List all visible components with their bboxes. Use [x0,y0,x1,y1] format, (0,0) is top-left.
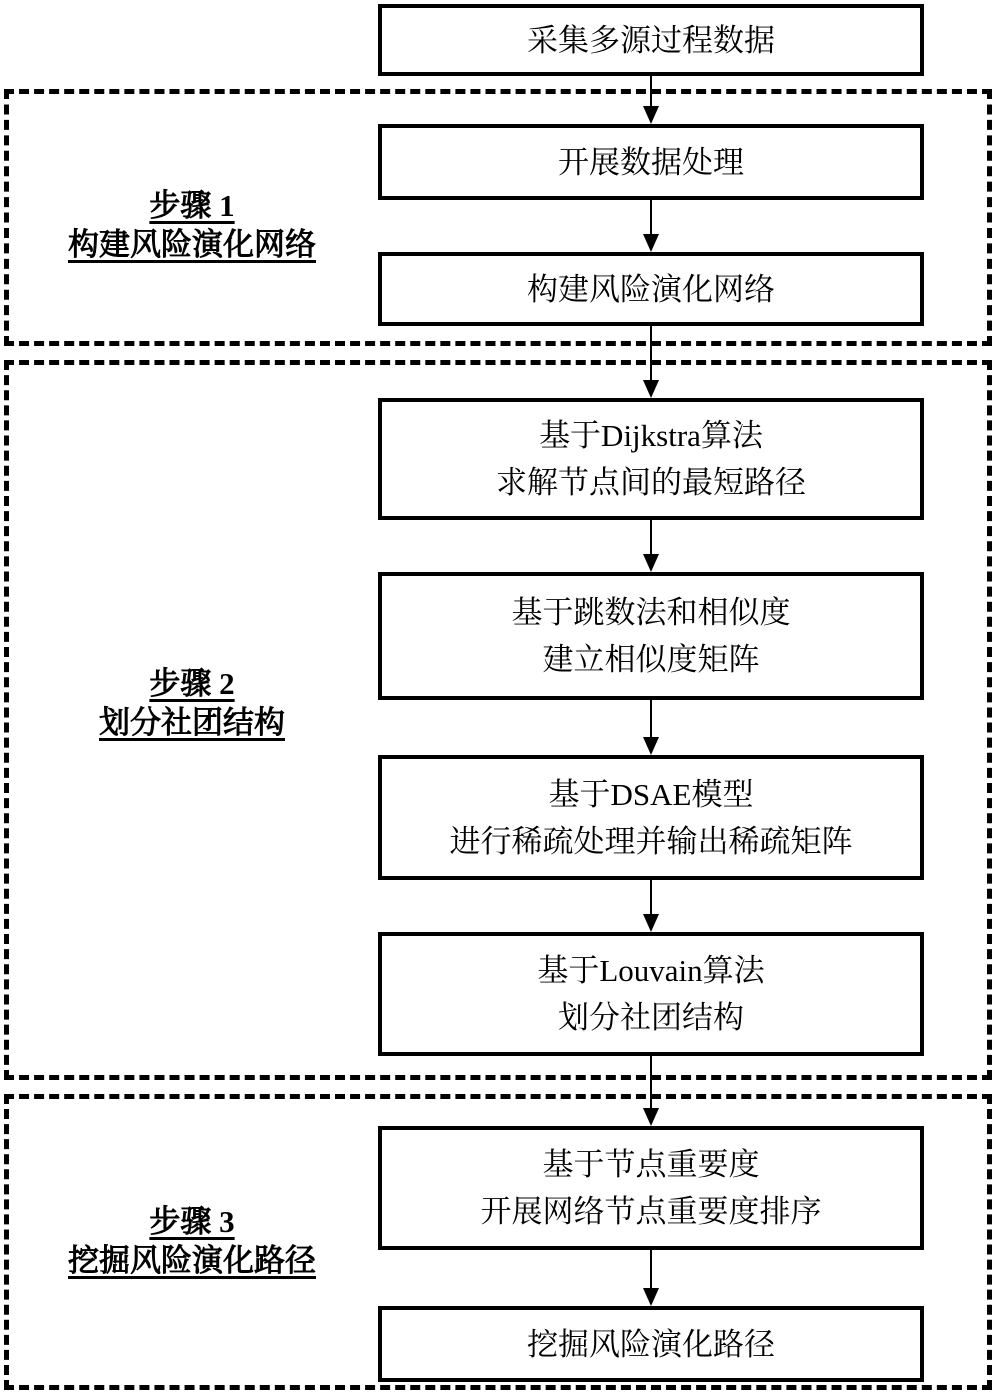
box-text-line: 挖掘风险演化路径 [527,1326,775,1362]
box-text-line: 采集多源过程数据 [527,22,775,58]
step-2-label [14,664,370,742]
step-2-title: 步骤 2 [149,666,235,701]
box-text-line: 基于节点重要度 [542,1147,760,1182]
box-text-line: 基于跳数法和相似度 [511,595,791,630]
arrow-down-icon [643,554,659,572]
step-2-subtitle: 划分社团结构 [99,705,285,740]
box-text-line: 建立相似度矩阵 [542,642,760,677]
arrow-down-icon [643,1288,659,1306]
flow-arrow-line [650,1248,652,1288]
flow-box-dijkstra-shortest-path [378,398,924,520]
flow-box-louvain-community [378,932,924,1056]
flow-box-node-importance-ranking [378,1126,924,1250]
step-3-label [14,1202,370,1280]
step-1-subtitle: 构建风险演化网络 [68,227,316,262]
flow-arrow-line [650,74,652,106]
box-text-line: 求解节点间的最短路径 [496,465,806,500]
flow-box-similarity-matrix [378,572,924,700]
box-text-line: 开展数据处理 [558,144,744,180]
arrow-down-icon [643,234,659,252]
arrow-down-icon [643,914,659,932]
arrow-down-icon [643,1108,659,1126]
box-text-line: 开展网络节点重要度排序 [480,1194,822,1229]
box-text-line: 基于Dijkstra算法 [539,418,763,453]
flow-box-dsae-sparse-matrix [378,755,924,880]
flow-box-mine-risk-path [378,1306,924,1382]
step-3-title: 步骤 3 [149,1204,235,1239]
box-text-line: 基于DSAE模型 [548,776,754,812]
box-text-line: 基于Louvain算法 [537,953,765,988]
flow-box-build-risk-network [378,252,924,326]
flow-box-data-processing [378,124,924,200]
box-text-line: 进行稀疏处理并输出稀疏矩阵 [449,823,853,859]
flow-arrow-line [650,698,652,737]
flow-arrow-line [650,198,652,234]
arrow-down-icon [643,737,659,755]
flow-box-collect-data [378,4,924,76]
arrow-down-icon [643,106,659,124]
arrow-down-icon [643,380,659,398]
step-1-title: 步骤 1 [149,188,235,223]
flow-arrow-line [650,1054,652,1108]
step-3-subtitle: 挖掘风险演化路径 [68,1243,316,1278]
flow-arrow-line [650,878,652,914]
step-1-label [14,186,370,264]
box-text-line: 划分社团结构 [558,1000,744,1035]
box-text-line: 构建风险演化网络 [527,271,775,307]
flow-arrow-line [650,324,652,380]
flow-arrow-line [650,518,652,554]
